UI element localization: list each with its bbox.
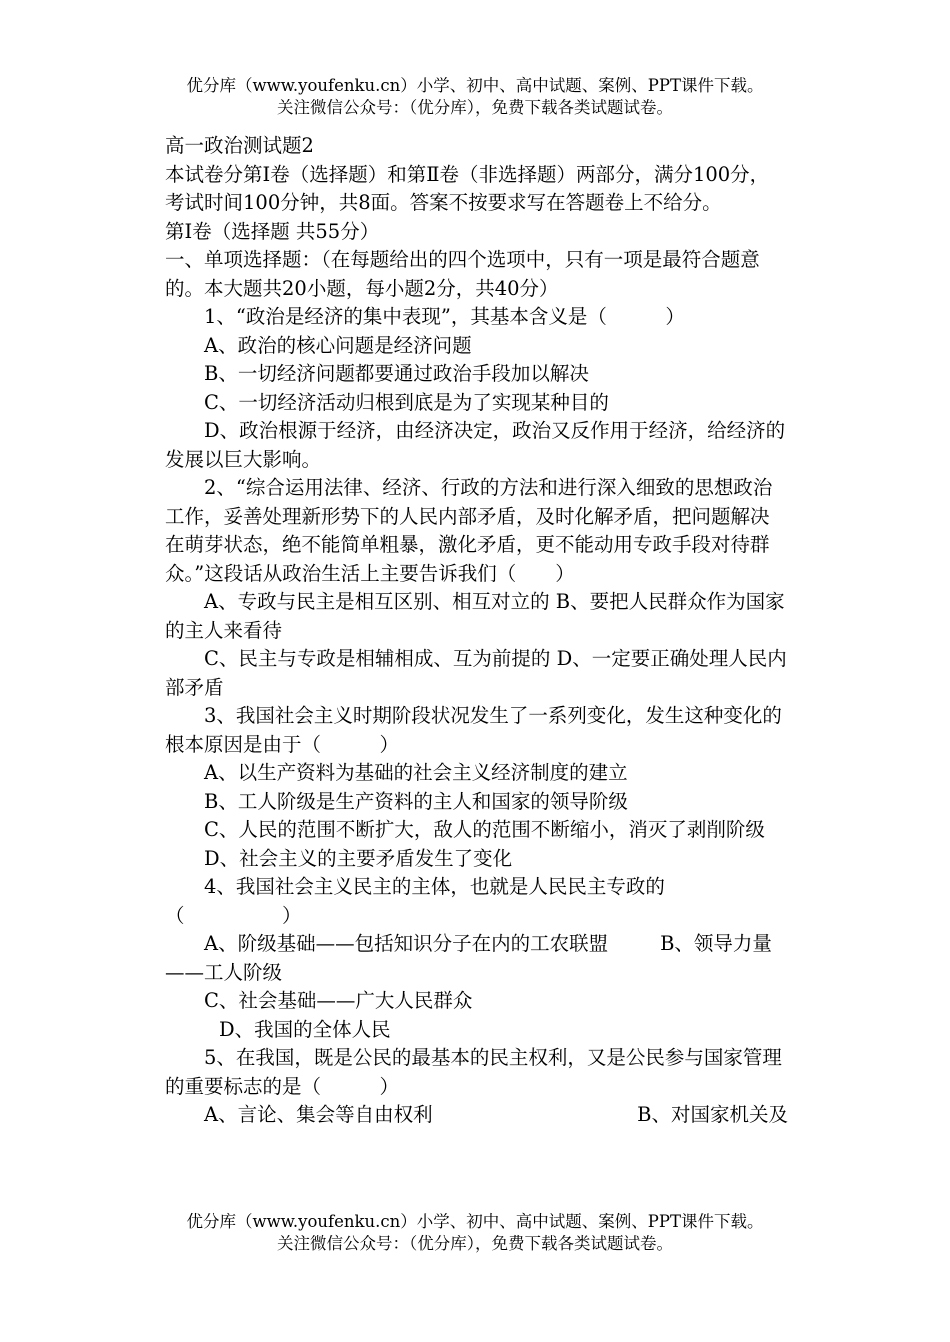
question-3-option-d: D、社会主义的主要矛盾发生了变化	[204, 846, 513, 870]
question-1-option-b: B、一切经济问题都要通过政治手段加以解决	[204, 362, 589, 385]
question-5-options-ab	[165, 1101, 788, 1130]
question-5-stem: 5、在我国，既是公民的最基本的民主权利，又是公民参与国家管理的重要标志的是（ ）	[165, 1046, 782, 1098]
question-2-options-ab: A、专政与民主是相互区别、相互对立的 B、要把人民群众作为国家的主人来看待	[165, 590, 785, 642]
document-body	[165, 132, 788, 1130]
document-title: 高一政治测试题2	[165, 134, 314, 157]
header-line-1: 优分库（www.youfenku.cn）小学、初中、高中试题、案例、PPT课件下载。	[186, 76, 764, 95]
question-4-stem: 4、我国社会主义民主的主体，也就是人民民主专政的（ ）	[165, 875, 665, 927]
question-4-option-d: D、我国的全体人民	[219, 1017, 391, 1041]
question-2-options-cd: C、民主与专政是相辅相成、互为前提的 D、一定要正确处理人民内部矛盾	[165, 647, 787, 699]
question-4-option-b: B、领导力量——工人阶级	[165, 932, 772, 984]
question-1-option-a: A、政治的核心问题是经济问题	[204, 333, 472, 357]
footer-line-2: 关注微信公众号：（优分库），免费下载各类试题试卷。	[277, 1234, 673, 1253]
question-4-options-ab	[165, 930, 788, 987]
question-3-option-b: B、工人阶级是生产资料的主人和国家的领导阶级	[204, 789, 628, 813]
question-1-stem: 1、“政治是经济的集中表现”，其基本含义是（ ）	[204, 305, 685, 328]
question-4-option-a: A、阶级基础——包括知识分子在内的工农联盟	[204, 932, 609, 955]
exam-intro: 本试卷分第Ⅰ卷（选择题）和第Ⅱ卷（非选择题）两部分，满分100分，考试时间100分钟，共8面。答案不按要求写在答题卷上不给分。	[165, 162, 770, 214]
question-3-option-a: A、以生产资料为基础的社会主义经济制度的建立	[204, 761, 628, 784]
footer-line-1: 优分库（www.youfenku.cn）小学、初中、高中试题、案例、PPT课件下载。	[186, 1212, 764, 1231]
question-1-option-d: D、政治根源于经济，由经济决定，政治又反作用于经济，给经济的发展以巨大影响。	[165, 419, 786, 471]
question-1-option-c: C、一切经济活动归根到底是为了实现某种目的	[204, 390, 609, 414]
question-2-stem: 2、“综合运用法律、经济、行政的方法和进行深入细致的思想政治工作，妥善处理新形势下的人民内部矛盾，及时化解矛盾，把问题解决在萌芽状态，绝不能简单粗暴，激化矛盾，更不能动用专政手段对待群众。”这段话从政治生活上主要告诉我们（ ）	[165, 476, 773, 585]
question-5-option-a: A、言论、集会等自由权利	[204, 1103, 433, 1126]
question-4-option-c: C、社会基础——广大人民群众	[204, 989, 473, 1012]
header-line-2: 关注微信公众号：（优分库），免费下载各类试题试卷。	[277, 98, 673, 117]
question-3-stem: 3、我国社会主义时期阶段状况发生了一系列变化，发生这种变化的根本原因是由于（ ）	[165, 704, 782, 756]
question-3-option-c: C、人民的范围不断扩大，敌人的范围不断缩小，消灭了剥削阶级	[204, 818, 765, 841]
question-5-option-b: B、对国家机关及	[637, 1103, 788, 1126]
part-one-heading: 第Ⅰ卷（选择题 共55分）	[165, 219, 380, 243]
section-one-heading: 一、单项选择题：（在每题给出的四个选项中，只有一项是最符合题意的。本大题共20小题，每小题2分，共40分）	[165, 248, 760, 300]
